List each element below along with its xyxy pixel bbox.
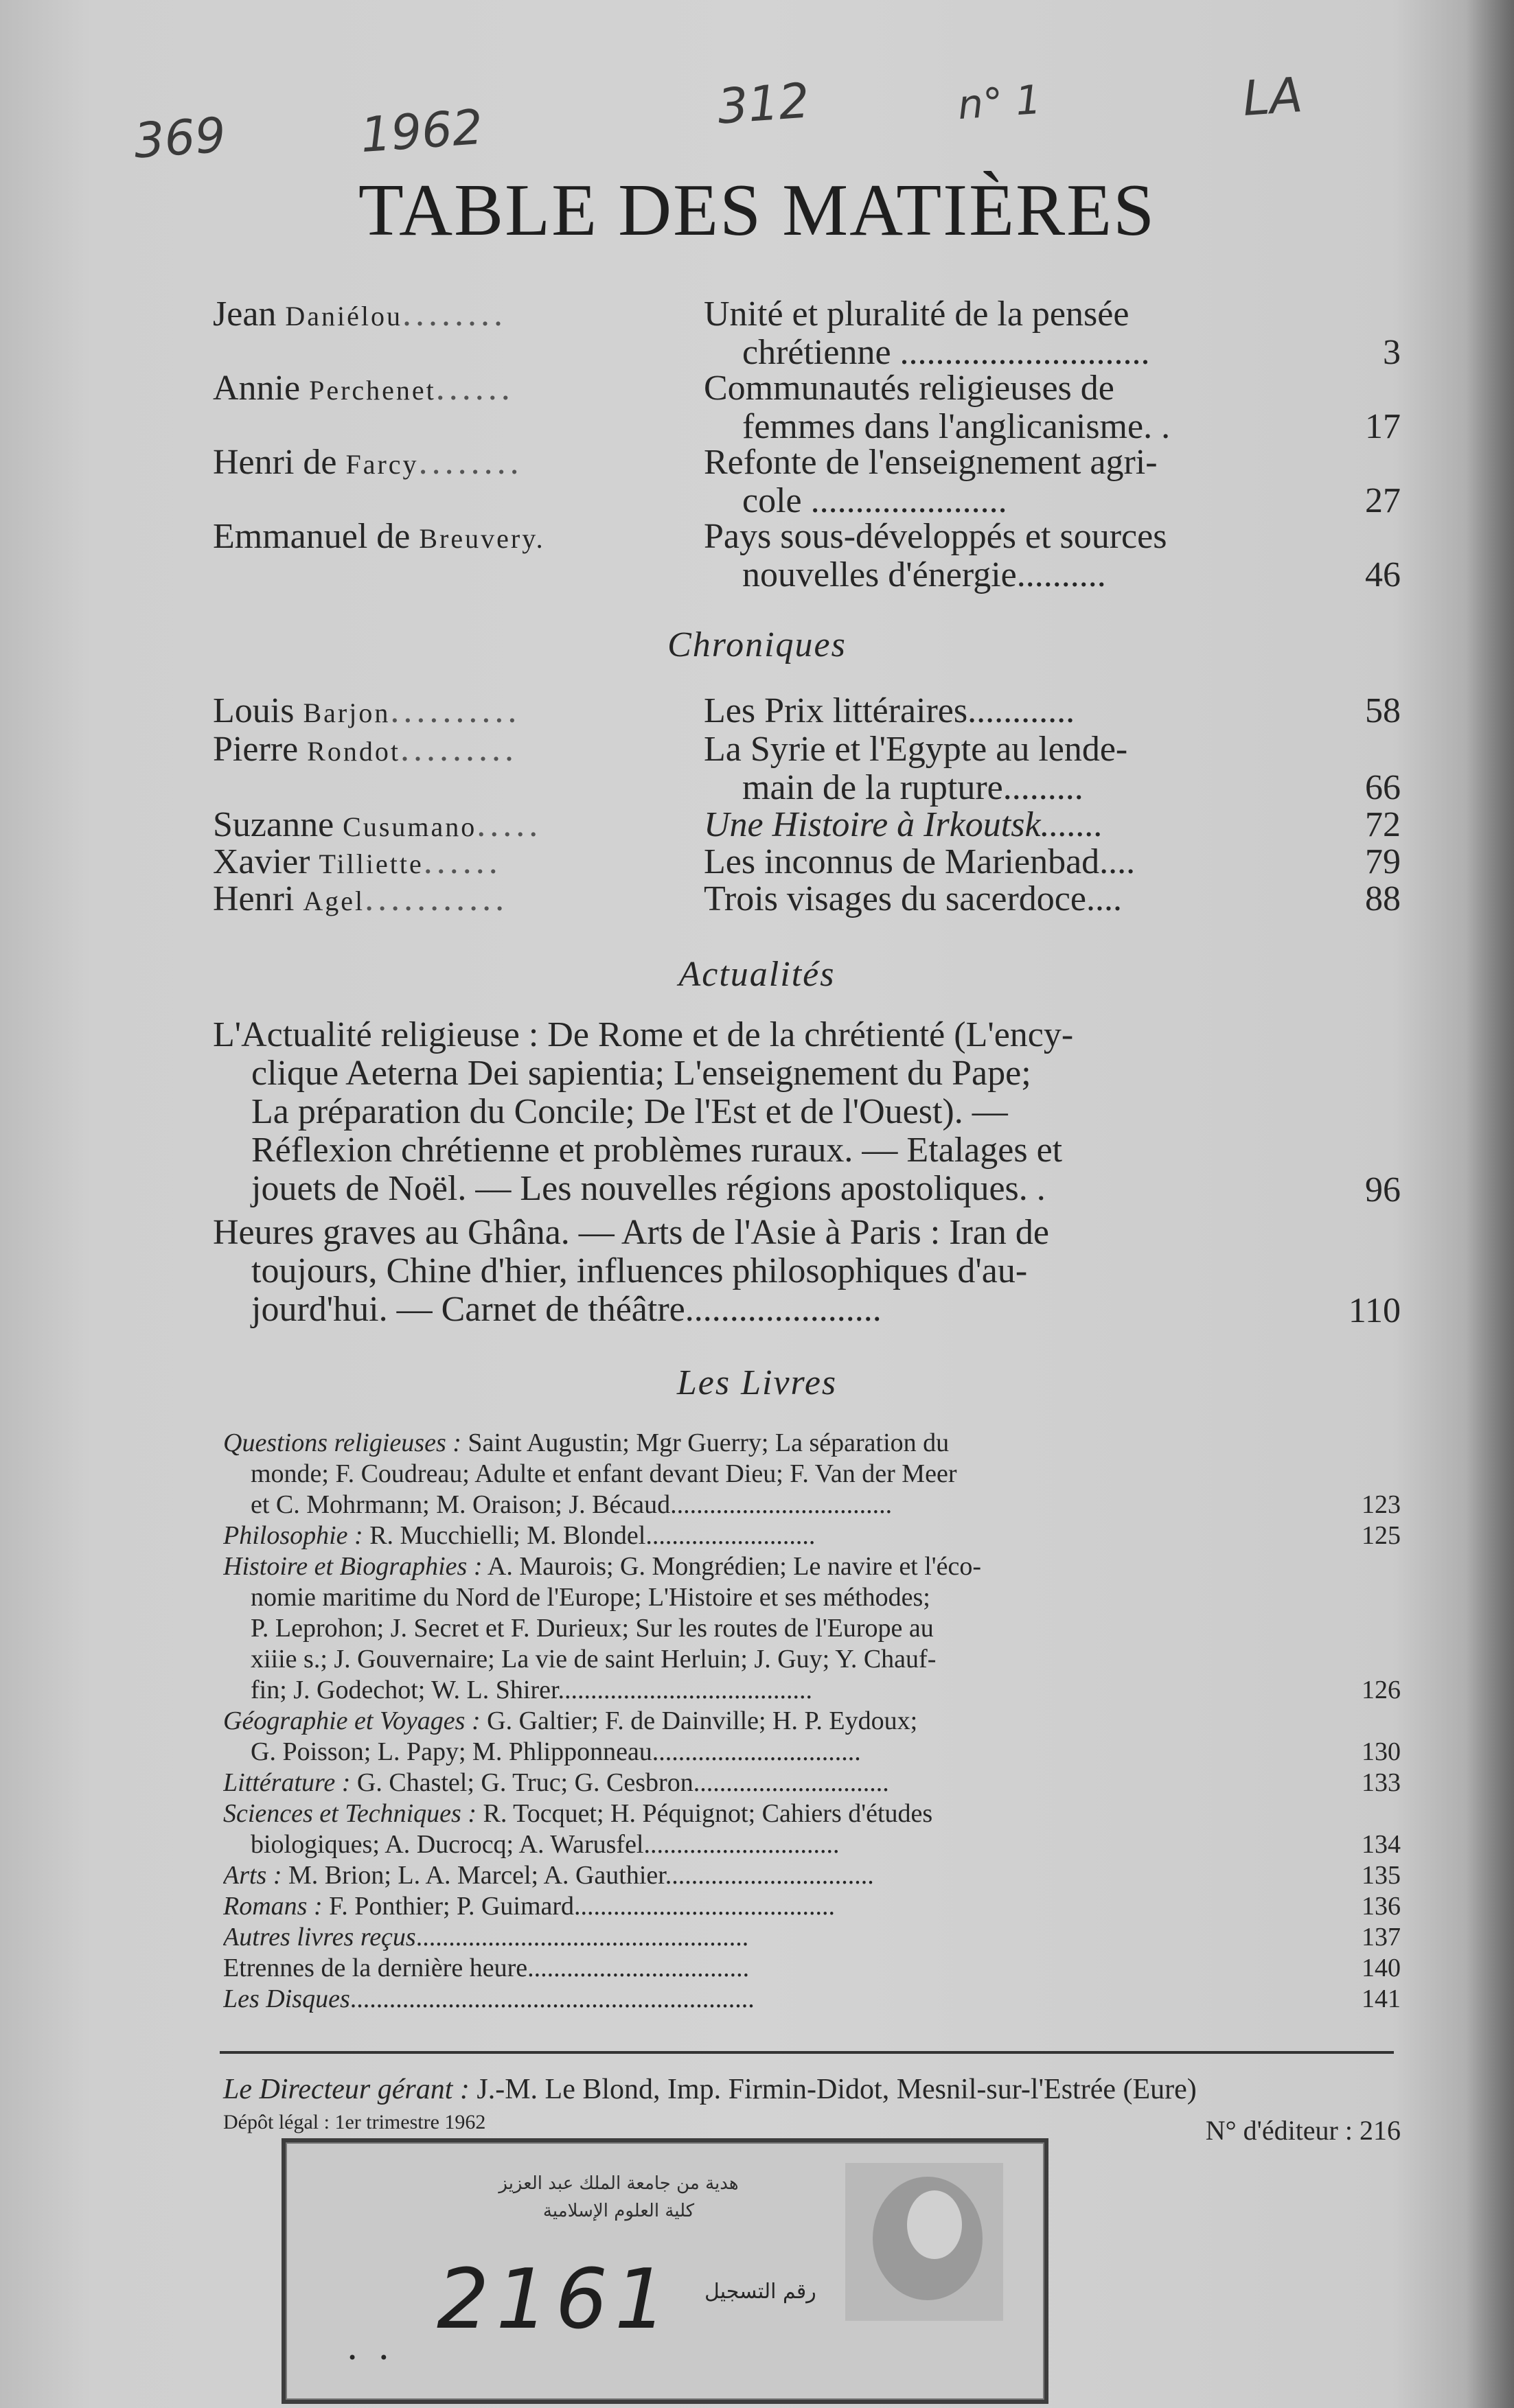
handwritten-number-312: 312 xyxy=(715,72,812,135)
author: Annie Perchenet...... xyxy=(213,369,514,408)
toc-entry xyxy=(213,518,1401,593)
article-title: Unité et pluralité de la pensée chrétienne ............................ xyxy=(704,295,1150,372)
toc-entry xyxy=(213,692,1401,730)
article-title: Communautés religieuses de femmes dans l'anglicanisme. . xyxy=(704,369,1171,446)
actualites-paragraph: L'Actualité religieuse : De Rome et de la chrétienté (L'ency- clique Aeterna Dei sapientia; L'enseignement du Pape; La préparation du Concile; De l'Est et de l'Ouest). — Réflexion chrétienne et problèmes ruraux. — Etalages et jouets de Noël. — Les nouvelles régions apostoliques. . xyxy=(213,1016,1074,1208)
page-number: 79 xyxy=(1365,842,1401,881)
page-number: 96 xyxy=(1365,1170,1401,1209)
author: Jean Daniélou........ xyxy=(213,295,507,334)
author: Pierre Rondot......... xyxy=(213,730,518,769)
page-number: 66 xyxy=(1365,768,1401,807)
handwritten-year: 1962 xyxy=(358,98,485,164)
page-number: 141 xyxy=(1362,1984,1401,2013)
page-number: 58 xyxy=(1365,691,1401,730)
books-entry: Sciences et Techniques : R. Tocquet; H. Péquignot; Cahiers d'études biologiques; A. Ducrocq; A. Warusfel.............................. 134 xyxy=(223,1799,1401,1859)
page-title: TABLE DES MATIÈRES xyxy=(358,170,1156,251)
stamp-emblem-icon xyxy=(845,2163,1003,2321)
article-title: Refonte de l'enseignement agri- cole ...................... xyxy=(704,443,1158,520)
toc-entry xyxy=(213,880,1401,918)
page-number: 130 xyxy=(1362,1737,1401,1766)
toc-entry xyxy=(213,730,1401,806)
books-entry: Les Disques.............................................................. 141 xyxy=(223,1984,1401,2013)
page-number: 88 xyxy=(1365,879,1401,918)
author: Henri de Farcy........ xyxy=(213,443,523,482)
books-entry: Questions religieuses : Saint Augustin; Mgr Guerry; La séparation du monde; F. Coudreau; Adulte et enfant devant Dieu; F. Van der Meer et C. Mohrmann; M. Oraison; J. Bécaud.................................. 123 xyxy=(223,1428,1401,1519)
page-number: 140 xyxy=(1362,1954,1401,1982)
books-entry: Philosophie : R. Mucchielli; M. Blondel.......................... 125 xyxy=(223,1521,1401,1550)
books-entry: Etrennes de la dernière heure.................................. 140 xyxy=(223,1954,1401,1982)
page-number: 126 xyxy=(1362,1676,1401,1704)
page-number: 133 xyxy=(1362,1768,1401,1797)
handwritten-number-369: 369 xyxy=(132,106,228,170)
article-title: La Syrie et l'Egypte au lende- main de la rupture......... xyxy=(704,730,1128,807)
stamp-registration-number: 2161 xyxy=(437,2252,674,2348)
page-number: 135 xyxy=(1362,1861,1401,1890)
author: Suzanne Cusumano..... xyxy=(213,806,542,844)
toc-entry xyxy=(213,295,1401,371)
section-heading-livres: Les Livres xyxy=(676,1363,838,1402)
toc-entry xyxy=(213,369,1401,445)
page-number: 72 xyxy=(1365,805,1401,844)
footer-depot: Dépôt légal : 1er trimestre 1962 xyxy=(223,2111,486,2133)
library-stamp xyxy=(282,2138,1048,2404)
page-number: 136 xyxy=(1362,1892,1401,1921)
stamp-dots: • • xyxy=(347,2348,397,2368)
author: Emmanuel de Breuvery. xyxy=(213,518,545,556)
article-title: Pays sous-développés et sources nouvelles d'énergie.......... xyxy=(704,518,1167,594)
section-heading-chroniques: Chroniques xyxy=(667,625,847,664)
page-number: 110 xyxy=(1348,1291,1401,1330)
page-number: 137 xyxy=(1362,1923,1401,1952)
books-entry: Géographie et Voyages : G. Galtier; F. de Dainville; H. P. Eydoux; G. Poisson; L. Papy; M. Phlipponneau................................ 130 xyxy=(223,1706,1401,1766)
stamp-registration-label: رقم التسجيل xyxy=(704,2280,816,2304)
section-heading-actualites: Actualités xyxy=(678,955,836,994)
toc-entry xyxy=(213,806,1401,844)
page-number: 17 xyxy=(1365,407,1401,446)
books-entry: Arts : M. Brion; L. A. Marcel; A. Gauthier................................ 135 xyxy=(223,1861,1401,1890)
page-number: 134 xyxy=(1362,1830,1401,1859)
article-title: Trois visages du sacerdoce.... xyxy=(704,880,1122,918)
books-entry: Littérature : G. Chastel; G. Truc; G. Cesbron.............................. 133 xyxy=(223,1768,1401,1797)
books-entry: Autres livres reçus................................................... 137 xyxy=(223,1923,1401,1952)
footer-editeur: N° d'éditeur : 216 xyxy=(1205,2115,1401,2146)
books-entry: Romans : F. Ponthier; P. Guimard........................................ 136 xyxy=(223,1892,1401,1921)
page-number: 46 xyxy=(1365,555,1401,594)
author: Xavier Tilliette...... xyxy=(213,843,502,881)
toc-entry xyxy=(213,443,1401,519)
books-entry: Histoire et Biographies : A. Maurois; G. Mongrédien; Le navire et l'éco- nomie maritime du Nord de l'Europe; L'Histoire et ses méthodes; P. Leprohon; J. Secret et F. Durieux; Sur les routes de l'Europe au xiiie s.; J. Gouvernaire; La vie de saint Herluin; J. Guy; Y. Chauf- fin; J. Godechot; W. L. Shirer....................................... 126 xyxy=(223,1552,1401,1704)
article-title: Une Histoire à Irkoutsk....... xyxy=(704,806,1103,844)
handwritten-code: LA xyxy=(1241,67,1305,127)
books-list xyxy=(223,1428,1401,2015)
author: Henri Agel........... xyxy=(213,880,509,918)
toc-entry xyxy=(213,843,1401,881)
page-number: 3 xyxy=(1383,333,1401,372)
scan-shadow xyxy=(1466,0,1514,2408)
page-number: 27 xyxy=(1365,481,1401,520)
stamp-arabic-text: هدية من جامعة الملك عبد العزيز كلية العلوم الإسلامية xyxy=(498,2173,739,2221)
footer-director: Le Directeur gérant : J.-M. Le Blond, Imp. Firmin-Didot, Mesnil-sur-l'Estrée (Eure) xyxy=(223,2074,1197,2105)
author: Louis Barjon.......... xyxy=(213,692,521,730)
page-number: 123 xyxy=(1362,1490,1401,1519)
article-title: Les inconnus de Marienbad.... xyxy=(704,843,1136,881)
page-number: 125 xyxy=(1362,1521,1401,1550)
article-title: Les Prix littéraires............ xyxy=(704,692,1075,730)
actualites-paragraph: Heures graves au Ghâna. — Arts de l'Asie à Paris : Iran de toujours, Chine d'hier, influences philosophiques d'au- jourd'hui. — Carnet de théâtre...................... xyxy=(213,1214,1049,1329)
footer-divider xyxy=(220,2051,1394,2054)
handwritten-issue: n° 1 xyxy=(956,76,1043,129)
